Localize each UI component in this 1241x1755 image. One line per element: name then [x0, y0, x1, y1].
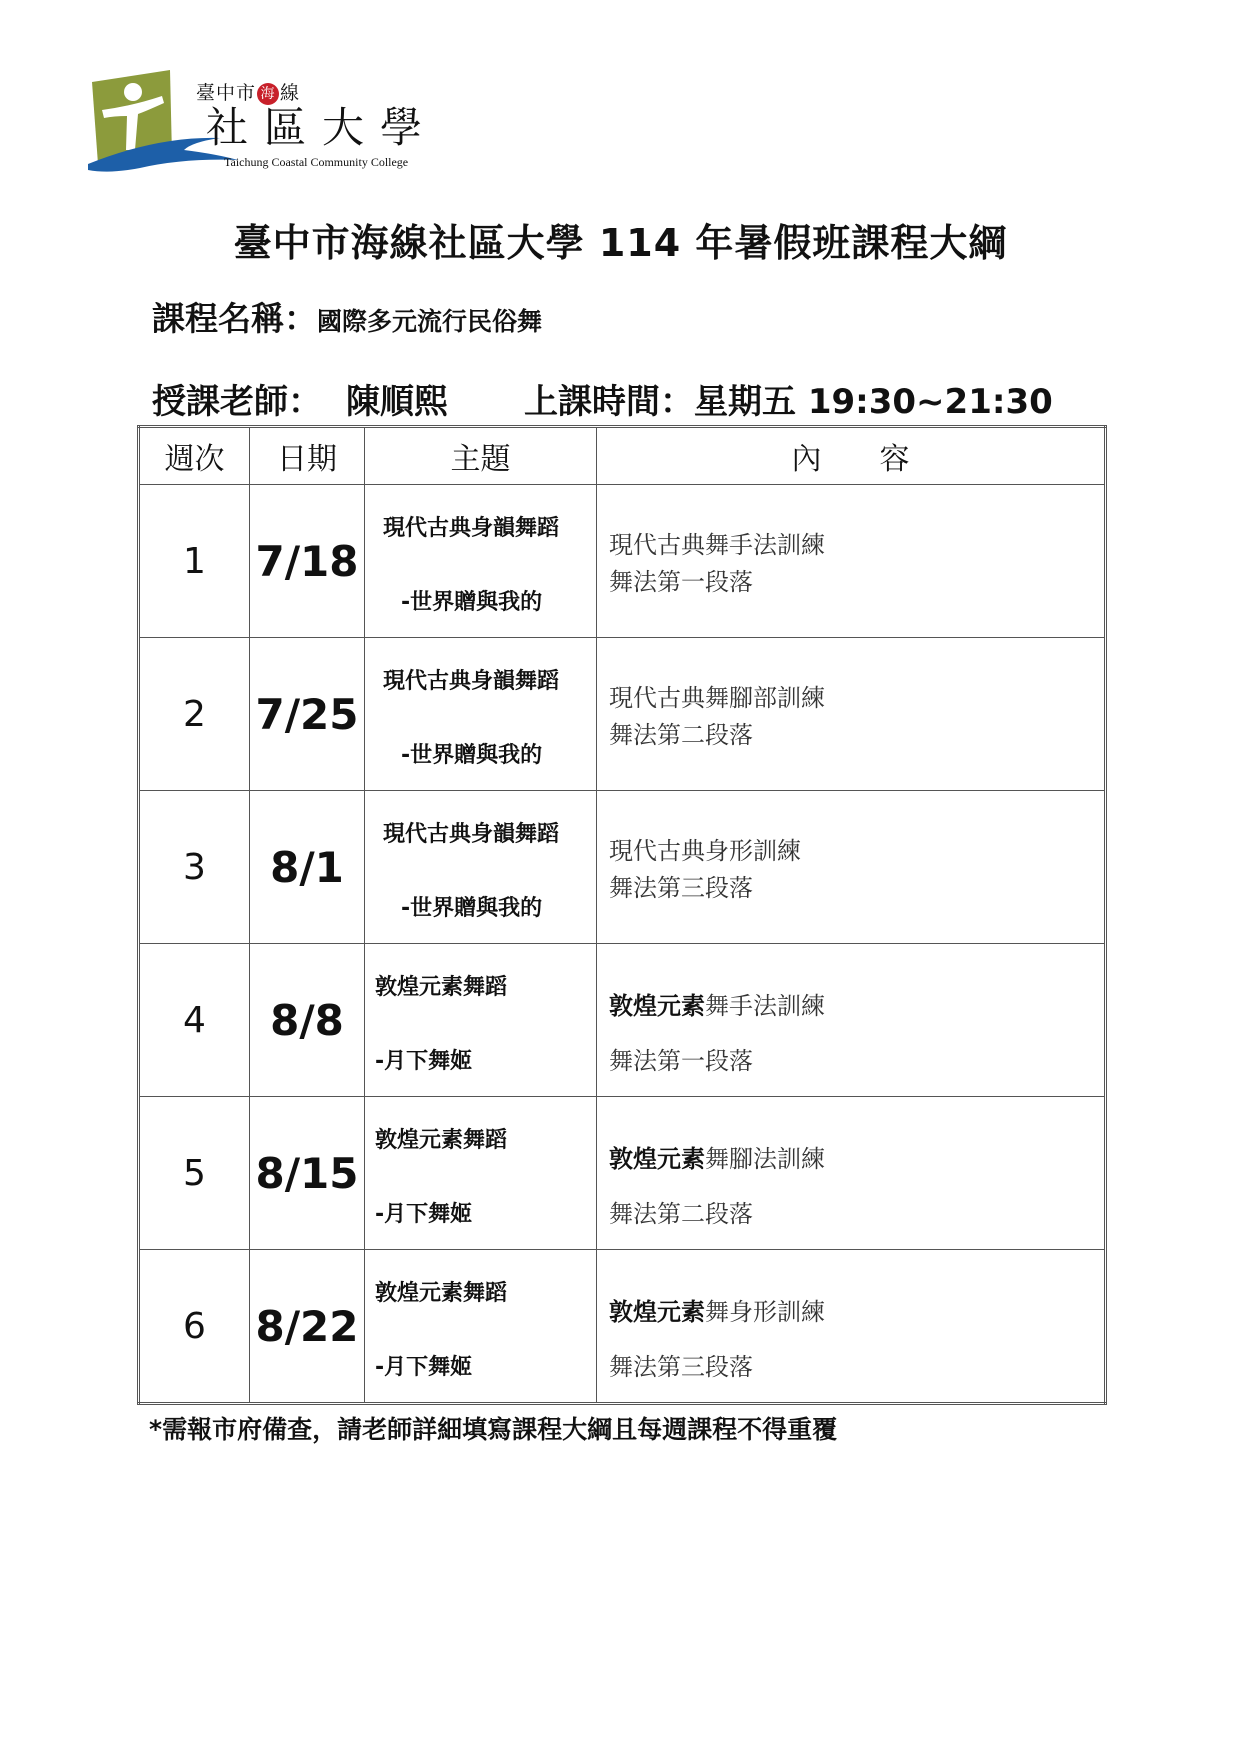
- table-row: [139, 791, 1106, 944]
- logo-english-name: Taichung Coastal Community College: [224, 155, 409, 169]
- teacher-label: 授課老師：: [152, 382, 322, 422]
- teacher-time-line: [152, 374, 1053, 423]
- course-name-value: 國際多元流行民俗舞: [317, 307, 543, 336]
- content-line-2: 舞法第一段落: [609, 568, 753, 596]
- content-lead: 敦煌元素: [609, 1298, 705, 1326]
- topic-title: 敦煌元素舞蹈: [375, 1281, 508, 1306]
- class-time-value: 星期五 19:30~21:30: [694, 382, 1053, 422]
- week-number: 5: [139, 1097, 250, 1250]
- topic-cell: [365, 638, 597, 791]
- class-date: 8/8: [250, 944, 365, 1097]
- table-header-row: [139, 427, 1106, 485]
- content-line-1: 敦煌元素舞手法訓練: [609, 992, 825, 1020]
- content-lead: 敦煌元素: [609, 992, 705, 1020]
- topic-title: 現代古典身韻舞蹈: [383, 822, 560, 847]
- content-line-2: 舞法第三段落: [609, 874, 753, 902]
- topic-subtitle: -月下舞姬: [375, 1202, 473, 1227]
- content-line-2: 舞法第二段落: [609, 721, 753, 749]
- week-number: 1: [139, 485, 250, 638]
- teacher-name: 陳順熙: [346, 382, 448, 422]
- topic-cell: [365, 1250, 597, 1404]
- topic-cell: [365, 485, 597, 638]
- class-date: 8/15: [250, 1097, 365, 1250]
- content-line-1: 現代古典舞手法訓練: [609, 531, 825, 559]
- week-number: 4: [139, 944, 250, 1097]
- logo-city-text: 臺中市 海 線: [196, 82, 301, 104]
- topic-subtitle: -月下舞姬: [375, 1355, 473, 1380]
- header-date: 日期: [250, 427, 365, 485]
- week-number: 3: [139, 791, 250, 944]
- class-date: 8/1: [250, 791, 365, 944]
- topic-cell: [365, 944, 597, 1097]
- content-line-2: 舞法第二段落: [609, 1200, 753, 1228]
- content-cell: [597, 944, 1106, 1097]
- class-date: 7/18: [250, 485, 365, 638]
- content-cell: [597, 1097, 1106, 1250]
- logo-seal: 海: [257, 83, 279, 105]
- content-cell: [597, 485, 1106, 638]
- topic-title: 敦煌元素舞蹈: [375, 1128, 508, 1153]
- topic-cell: [365, 1097, 597, 1250]
- header-week: 週次: [139, 427, 250, 485]
- content-line-1: 敦煌元素舞身形訓練: [609, 1298, 825, 1326]
- topic-title: 現代古典身韻舞蹈: [383, 669, 560, 694]
- week-number: 6: [139, 1250, 250, 1404]
- topic-subtitle: -世界贈與我的: [401, 896, 543, 921]
- table-row: [139, 944, 1106, 1097]
- week-number: 2: [139, 638, 250, 791]
- content-lead: 敦煌元素: [609, 1145, 705, 1173]
- topic-subtitle: -世界贈與我的: [401, 743, 543, 768]
- table-row: [139, 485, 1106, 638]
- college-logo: [88, 66, 448, 178]
- content-cell: [597, 791, 1106, 944]
- topic-title: 敦煌元素舞蹈: [375, 975, 508, 1000]
- class-time-label: 上課時間：: [524, 382, 694, 422]
- logo-college-name: 社區大學: [206, 103, 439, 152]
- content-cell: [597, 638, 1106, 791]
- course-name-label: 課程名稱：: [152, 299, 317, 338]
- table-row: [139, 638, 1106, 791]
- table-row: [139, 1250, 1106, 1404]
- content-line-2: 舞法第一段落: [609, 1047, 753, 1075]
- course-name-line: [152, 293, 542, 340]
- syllabus-table: [137, 425, 1107, 1405]
- content-line-1: 現代古典身形訓練: [609, 837, 801, 865]
- header-content: 內容: [597, 427, 1106, 485]
- class-date: 8/22: [250, 1250, 365, 1404]
- page-title: 臺中市海線社區大學 114 年暑假班課程大綱: [233, 221, 1008, 265]
- content-line-1: 敦煌元素舞腳法訓練: [609, 1145, 825, 1173]
- topic-cell: [365, 791, 597, 944]
- topic-title: 現代古典身韻舞蹈: [383, 516, 560, 541]
- content-line-1: 現代古典舞腳部訓練: [609, 684, 825, 712]
- topic-subtitle: -月下舞姬: [375, 1049, 473, 1074]
- header-topic: 主題: [365, 427, 597, 485]
- table-row: [139, 1097, 1106, 1250]
- class-date: 7/25: [250, 638, 365, 791]
- content-cell: [597, 1250, 1106, 1404]
- footer-note: *需報市府備查，請老師詳細填寫課程大綱且每週課程不得重覆: [149, 1415, 838, 1444]
- content-line-2: 舞法第三段落: [609, 1353, 753, 1381]
- topic-subtitle: -世界贈與我的: [401, 590, 543, 615]
